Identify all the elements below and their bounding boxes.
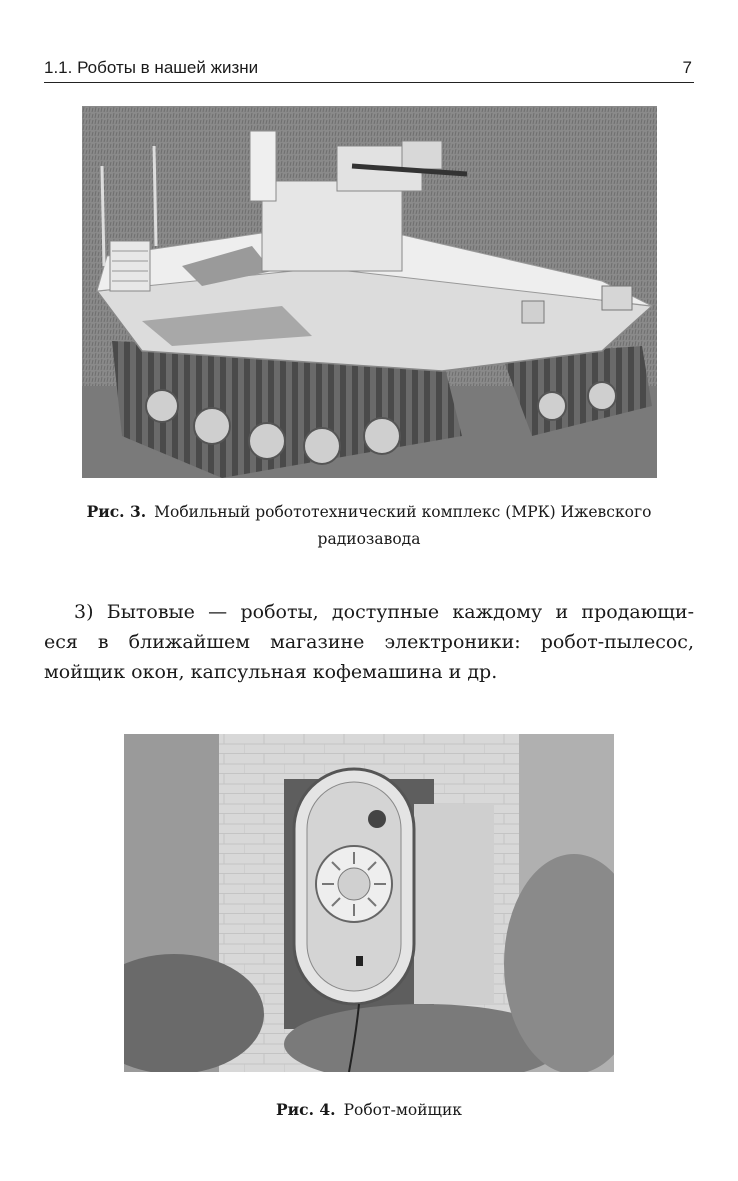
figure-3-caption-text: Мобильный робототехнический комплекс (МРК) Ижевского: [154, 503, 652, 521]
figure-4-caption-text: Робот-мойщик: [343, 1101, 462, 1119]
figure-3-label: Рис. 3.: [86, 502, 147, 521]
figure-robotic-complex-photo: [82, 106, 657, 478]
figure-window-cleaning-robot-photo: [124, 734, 614, 1072]
figure-3-caption-line2: радиозавода: [317, 530, 421, 548]
figure-4-caption: [44, 1096, 694, 1124]
paragraph-line-1: 3) Бытовые — роботы, доступные каждому и продающи-: [74, 601, 694, 623]
figure-4-label: Рис. 4.: [276, 1100, 336, 1119]
body-paragraph: [44, 597, 694, 687]
section-title: 1.1. Роботы в нашей жизни: [44, 58, 259, 77]
paragraph-line-3: мойщик окон, капсульная кофемашина и др.: [44, 661, 498, 683]
page-number: 7: [682, 58, 692, 77]
running-header: [44, 56, 694, 83]
figure-3-caption-line1: [44, 498, 694, 526]
paragraph-line-2: еся в ближайшем магазине электроники: робот-пылесос,: [44, 631, 694, 653]
figure-3-caption: [44, 498, 694, 553]
